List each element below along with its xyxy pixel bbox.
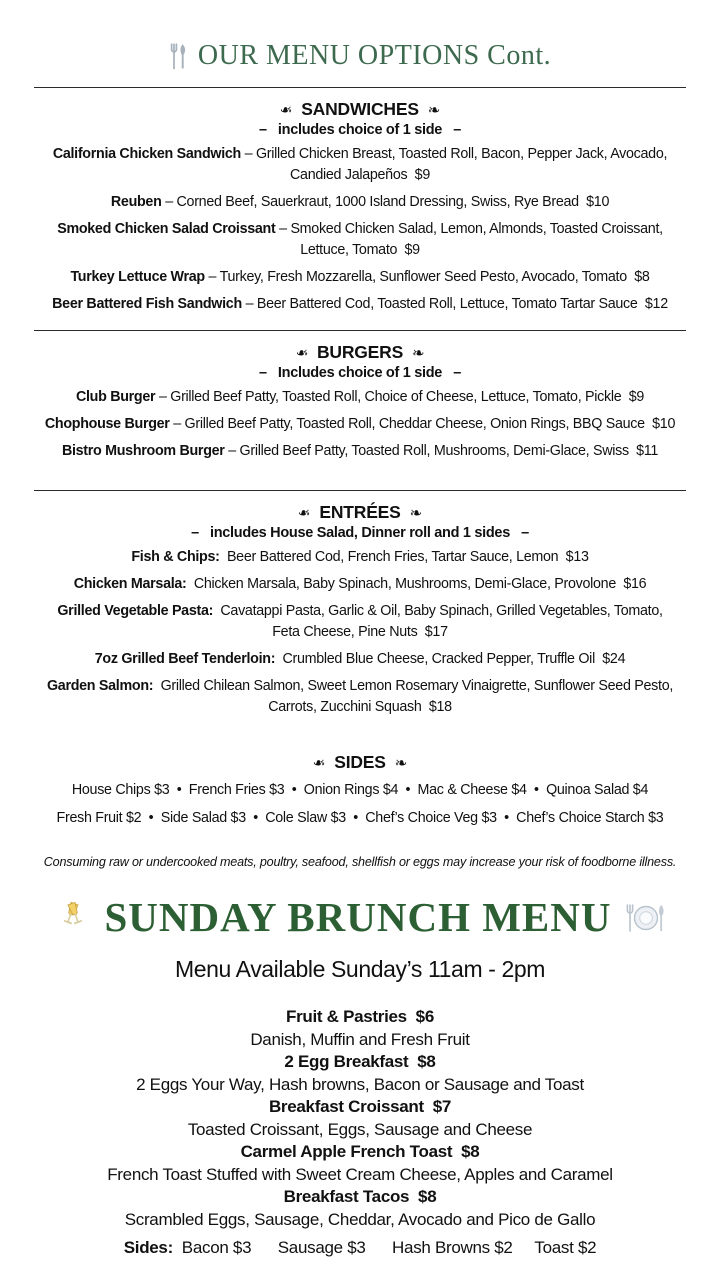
brunch-sides-items: Bacon $3 Sausage $3 Hash Browns $2 Toast $2 bbox=[172, 1238, 597, 1258]
item-name: Bistro Mushroom Burger bbox=[61, 443, 225, 459]
page-header bbox=[0, 40, 720, 72]
item-name: Garden Salmon: bbox=[46, 678, 154, 694]
menu-item bbox=[44, 294, 676, 315]
brunch-item-name: Carmel Apple French Toast $8 bbox=[240, 1142, 480, 1162]
champagne-glasses-icon bbox=[53, 898, 93, 938]
menu-item bbox=[44, 574, 676, 595]
brunch-item bbox=[0, 1186, 720, 1231]
brunch-item-desc: Toasted Croissant, Eggs, Sausage and Cheese bbox=[187, 1119, 533, 1139]
menu-item bbox=[44, 144, 676, 186]
item-desc: – Turkey, Fresh Mozzarella, Sunflower Seed Pesto, Avocado, Tomato $8 bbox=[204, 269, 650, 285]
item-desc: – Grilled Chicken Breast, Toasted Roll, Bacon, Pepper Jack, Avocado, Candied Jalapeños $9 bbox=[240, 146, 671, 183]
item-desc: Cavatappi Pasta, Garlic & Oil, Baby Spinach, Grilled Vegetables, Tomato, Feta Cheese, Pine Nuts $17 bbox=[213, 603, 667, 640]
scroll-ornament-right-icon: ❧ bbox=[409, 504, 422, 522]
scroll-ornament-right-icon: ❧ bbox=[412, 344, 425, 362]
item-desc: – Beer Battered Cod, Toasted Roll, Lettuce, Tomato Tartar Sauce $12 bbox=[241, 296, 668, 312]
menu-item bbox=[44, 414, 676, 435]
item-desc: – Grilled Beef Patty, Toasted Roll, Mushrooms, Demi-Glace, Swiss $11 bbox=[224, 443, 659, 459]
item-desc: Beer Battered Cod, French Fries, Tartar Sauce, Lemon $13 bbox=[219, 549, 589, 565]
item-name: Smoked Chicken Salad Croissant bbox=[57, 221, 276, 237]
brunch-item bbox=[0, 1096, 720, 1141]
menu-item bbox=[44, 676, 676, 718]
brunch-item bbox=[0, 1006, 720, 1051]
item-desc: – Smoked Chicken Salad, Lemon, Almonds, Toasted Croissant, Lettuce, Tomato $9 bbox=[275, 221, 667, 258]
item-desc: Crumbled Blue Cheese, Cracked Pepper, Truffle Oil $24 bbox=[275, 651, 626, 667]
section-title-text: BURGERS bbox=[316, 342, 404, 362]
section-title-text: SIDES bbox=[334, 752, 386, 772]
item-name: Fish & Chips: bbox=[131, 549, 220, 565]
brunch-item-list bbox=[0, 1006, 720, 1231]
brunch-header bbox=[0, 895, 720, 940]
brunch-item-desc: Danish, Muffin and Fresh Fruit bbox=[250, 1029, 470, 1049]
brunch-item bbox=[0, 1141, 720, 1186]
item-desc: Grilled Chilean Salmon, Sweet Lemon Rosemary Vinaigrette, Sunflower Seed Pesto, Carrots, Zucchini Squash $18 bbox=[153, 678, 677, 715]
scroll-ornament-right-icon: ❧ bbox=[394, 754, 408, 772]
sides-line: House Chips $3 • French Fries $3 • Onion Rings $4 • Mac & Cheese $4 • Quinoa Salad $4 bbox=[71, 782, 649, 798]
item-name: 7oz Grilled Beef Tenderloin: bbox=[94, 651, 276, 667]
section-note: – includes House Salad, Dinner roll and 1 sides – bbox=[191, 525, 529, 541]
scroll-ornament-left-icon: ❧ bbox=[279, 101, 293, 119]
page-title: OUR MENU OPTIONS Cont. bbox=[197, 40, 552, 71]
item-desc: – Corned Beef, Sauerkraut, 1000 Island Dressing, Swiss, Rye Bread $10 bbox=[161, 194, 610, 210]
brunch-item-name: Fruit & Pastries $6 bbox=[285, 1007, 434, 1027]
divider bbox=[34, 330, 686, 331]
scroll-ornament-right-icon: ❧ bbox=[427, 101, 441, 119]
menu-item bbox=[44, 192, 676, 213]
menu-item bbox=[44, 441, 676, 462]
fork-knife-icon bbox=[169, 43, 188, 70]
menu-section-sides bbox=[0, 752, 720, 829]
menu-item bbox=[44, 219, 676, 261]
brunch-title: SUNDAY BRUNCH MENU bbox=[104, 894, 612, 940]
menu-section-sandwiches bbox=[0, 99, 720, 315]
scroll-ornament-left-icon: ❧ bbox=[297, 504, 311, 522]
item-desc: – Grilled Beef Patty, Toasted Roll, Cheddar Cheese, Onion Rings, BBQ Sauce $10 bbox=[169, 416, 676, 432]
brunch-item bbox=[0, 1051, 720, 1096]
item-name: Turkey Lettuce Wrap bbox=[70, 269, 205, 285]
brunch-item-name: 2 Egg Breakfast $8 bbox=[284, 1052, 436, 1072]
item-name: Chicken Marsala: bbox=[73, 576, 187, 592]
menu-section-burgers bbox=[0, 342, 720, 462]
brunch-item-name: Breakfast Tacos $8 bbox=[283, 1187, 437, 1207]
sides-line: Fresh Fruit $2 • Side Salad $3 • Cole Slaw $3 • Chef’s Choice Veg $3 • Chef’s Choice Starch $3 bbox=[56, 810, 664, 826]
scroll-ornament-left-icon: ❧ bbox=[295, 344, 308, 362]
plate-fork-knife-icon bbox=[624, 902, 668, 934]
section-title-entrees bbox=[0, 502, 720, 523]
section-note: – includes choice of 1 side – bbox=[258, 122, 462, 138]
section-title-sides bbox=[0, 752, 720, 773]
section-title-burgers bbox=[0, 342, 720, 363]
section-title-text: ENTRÉES bbox=[319, 502, 401, 522]
menu-item bbox=[44, 387, 676, 408]
menu-section-entrees bbox=[0, 502, 720, 718]
menu-item bbox=[44, 267, 676, 288]
divider bbox=[34, 490, 686, 491]
item-name: Chophouse Burger bbox=[44, 416, 170, 432]
section-title-sandwiches bbox=[0, 99, 720, 120]
item-name: Grilled Vegetable Pasta: bbox=[57, 603, 214, 619]
scroll-ornament-left-icon: ❧ bbox=[312, 754, 326, 772]
brunch-item-desc: French Toast Stuffed with Sweet Cream Cheese, Apples and Caramel bbox=[107, 1164, 613, 1184]
item-name: Beer Battered Fish Sandwich bbox=[52, 296, 242, 312]
section-title-text: SANDWICHES bbox=[301, 99, 419, 119]
brunch-sides-label: Sides: bbox=[123, 1238, 173, 1258]
divider bbox=[34, 87, 686, 88]
menu-item bbox=[44, 649, 676, 670]
section-note: – Includes choice of 1 side – bbox=[258, 365, 462, 381]
item-name: California Chicken Sandwich bbox=[52, 146, 241, 162]
brunch-item-desc: 2 Eggs Your Way, Hash browns, Bacon or Sausage and Toast bbox=[136, 1074, 584, 1094]
food-safety-disclaimer: Consuming raw or undercooked meats, poultry, seafood, shellfish or eggs may increase your risk of foodborne illness. bbox=[43, 855, 677, 869]
brunch-item-name: Breakfast Croissant $7 bbox=[268, 1097, 452, 1117]
brunch-availability: Menu Available Sunday’s 11am - 2pm bbox=[175, 956, 545, 983]
item-name: Reuben bbox=[110, 194, 162, 210]
item-desc: – Grilled Beef Patty, Toasted Roll, Choice of Cheese, Lettuce, Tomato, Pickle $9 bbox=[155, 389, 645, 405]
brunch-sides-line bbox=[0, 1238, 720, 1258]
item-desc: Chicken Marsala, Baby Spinach, Mushrooms, Demi-Glace, Provolone $16 bbox=[186, 576, 647, 592]
item-name: Club Burger bbox=[75, 389, 156, 405]
brunch-item-desc: Scrambled Eggs, Sausage, Cheddar, Avocado and Pico de Gallo bbox=[124, 1209, 596, 1229]
menu-item bbox=[44, 601, 676, 643]
menu-item bbox=[44, 547, 676, 568]
